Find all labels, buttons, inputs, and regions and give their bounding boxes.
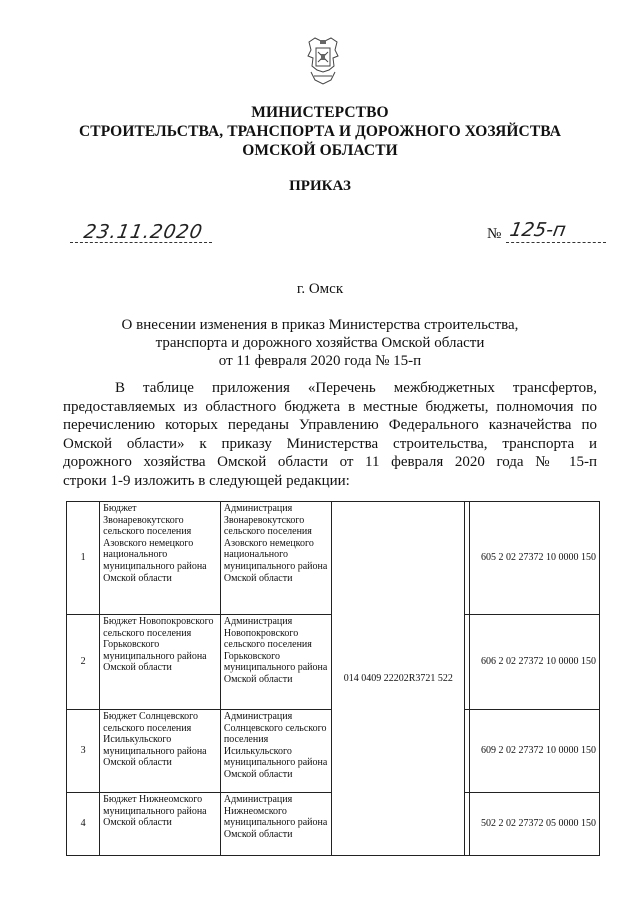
paragraph-line: В таблице приложения «Перечень межбюджетных трансфертов, [115, 380, 597, 396]
ministry-region: ОМСКОЙ ОБЛАСТИ [242, 142, 398, 159]
admin-cell: Администрация Нижнеомского муниципального района Омской области [220, 793, 332, 856]
document-type: ПРИКАЗ [289, 178, 351, 194]
admin-cell: Администрация Новопокровского сельского поселения Горьковского муниципального района Омской области [220, 615, 332, 710]
revenue-code-cell: 609 2 02 27372 10 0000 150 [470, 710, 600, 793]
row-number: 4 [67, 793, 100, 856]
row-number: 2 [67, 615, 100, 710]
row-number: 3 [67, 710, 100, 793]
revenue-code-cell: 605 2 02 27372 10 0000 150 [470, 502, 600, 615]
budget-cell: Бюджет Новопокровского сельского поселения Горьковского муниципального района Омской области [100, 615, 221, 710]
budget-cell: Бюджет Солнцевского сельского поселения Исилькульского муниципального района Омской области [100, 710, 221, 793]
admin-cell: Администрация Солнцевского сельского поселения Исилькульского муниципального района Омской области [220, 710, 332, 793]
transfers-table [66, 501, 600, 856]
order-date: 23.11.2020 [82, 221, 205, 243]
body-paragraph [63, 379, 597, 490]
number-underline [506, 242, 606, 243]
date-underline [70, 242, 212, 243]
budget-cell: Бюджет Нижнеомского муниципального района Омской области [100, 793, 221, 856]
order-number: 125-п [508, 219, 568, 241]
admin-cell: Администрация Звонаревокутского сельского поселения Азовского немецкого национального муниципального района Омской области [220, 502, 332, 615]
city: г. Омск [296, 281, 344, 297]
paragraph-line: дорожного хозяйства Омской области от 11 февраля 2020 года № 15-п [63, 454, 597, 470]
number-label: № [487, 226, 502, 242]
table-row [67, 502, 600, 615]
budget-classification-code: 014 0409 22202R3721 522 [332, 502, 465, 856]
subject-line: транспорта и дорожного хозяйства Омской области [155, 335, 485, 351]
budget-cell: Бюджет Звонаревокутского сельского поселения Азовского немецкого национального муниципального района Омской области [100, 502, 221, 615]
revenue-code-cell: 606 2 02 27372 10 0000 150 [470, 615, 600, 710]
subject-line: от 11 февраля 2020 года № 15-п [218, 353, 422, 369]
paragraph-line: перечислению которых переданы Управлению Федерального казначейства по [63, 417, 597, 433]
paragraph-line: предоставляемых из областного бюджета в местные бюджеты, полномочия по [63, 398, 597, 415]
paragraph-line: строки 1-9 изложить в следующей редакции: [63, 472, 350, 489]
ministry-name: СТРОИТЕЛЬСТВА, ТРАНСПОРТА И ДОРОЖНОГО ХОЗЯЙСТВА [78, 123, 562, 140]
revenue-code-cell: 502 2 02 27372 05 0000 150 [470, 793, 600, 856]
row-number: 1 [67, 502, 100, 615]
ministry-title: МИНИСТЕРСТВО [251, 104, 389, 121]
paragraph-line: Омской области» к приказу Министерства строительства, транспорта и [63, 435, 597, 452]
coat-of-arms-icon [305, 36, 341, 86]
subject-line: О внесении изменения в приказ Министерства строительства, [121, 317, 519, 333]
